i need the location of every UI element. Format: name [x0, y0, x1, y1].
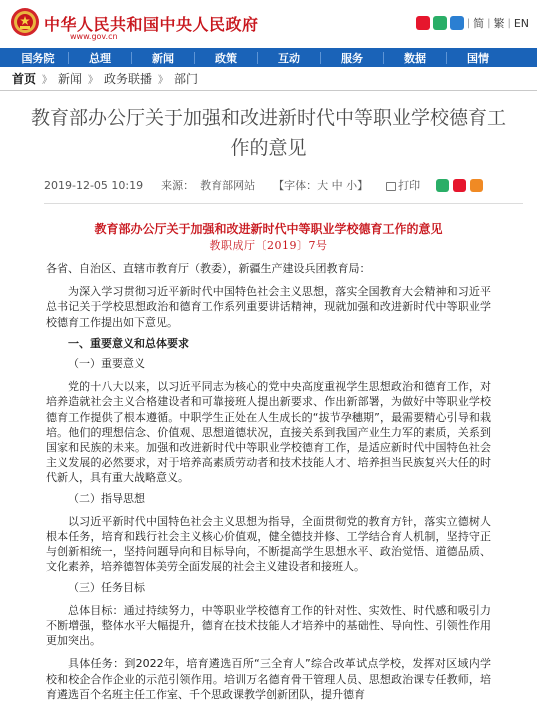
- nav-item-services[interactable]: 服务: [341, 51, 363, 65]
- share-bar: [436, 179, 483, 192]
- breadcrumb: [0, 67, 537, 90]
- paragraph: 为深入学习贯彻习近平新时代中国特色社会主义思想，落实全国教育大会精神和习近平总书记关于学校思想政治和德育工作系列重要讲话精神，现就加强和改进新时代中等职业学校德育工作提出如下意见。: [46, 285, 491, 329]
- separator: |: [487, 17, 491, 29]
- wechat-icon[interactable]: [433, 16, 447, 30]
- breadcrumb-government-affairs[interactable]: 政务联播: [104, 72, 153, 86]
- breadcrumb-home[interactable]: 首页: [12, 72, 37, 86]
- app-icon[interactable]: [450, 16, 464, 30]
- nav-item-news[interactable]: 新闻: [152, 51, 174, 65]
- paragraph: 总体目标：通过持续努力，中等职业学校德育工作的针对性、实效性、时代感和吸引力不断增强，整体水平大幅提升，德育在技术技能人才培养中的基础性、导向性、引领性作用更加突出。: [46, 603, 491, 648]
- national-emblem-icon[interactable]: [10, 7, 40, 37]
- article-body: [0, 261, 537, 702]
- font-size-control[interactable]: 【字体：大 中 小】: [273, 179, 369, 192]
- site-url: www.gov.cn: [70, 32, 118, 41]
- printer-icon: [386, 182, 396, 191]
- nav-item-premier[interactable]: 总理: [89, 51, 111, 65]
- main-nav: [0, 48, 537, 67]
- paragraph: 党的十八大以来，以习近平同志为核心的党中央高度重视学生思想政治和德育工作，对培养造就社会主义合格建设者和可靠接班人提出新要求、作出新部署，为做好中等职业学校德育工作提供了根本遵循。中职学生正处在人生成长的“拔节孕穗期”，最需要精心引导和栽培。他们的理想信念、价值观、思想道德状况，直接关系到我国产业生力军的素质，关系到国家和民族的未来。加强和改进新时代中等职业学校德育工作，是适应新时代中国特色社会主义发展的必然要求，对于培养高素质劳动者和技术技能人才、培养担当民族复兴大任的时代新人，具有重大战略意义。: [46, 380, 491, 485]
- subsection-heading: （二）指导思想: [68, 491, 145, 505]
- subsection-heading: （三）任务目标: [68, 580, 145, 594]
- breadcrumb-separator: 》: [88, 75, 99, 86]
- nav-item-data[interactable]: 数据: [404, 51, 426, 65]
- nav-item-policy[interactable]: 政策: [215, 51, 237, 65]
- header-tools: [416, 15, 529, 31]
- divider: [44, 203, 523, 204]
- breadcrumb-separator: 》: [158, 75, 169, 86]
- source-label: 来源：: [161, 179, 195, 192]
- document-addressee: 各省、自治区、直辖市教育厅（教委），新疆生产建设兵团教育局：: [46, 262, 371, 275]
- nav-item-state-council[interactable]: 国务院: [21, 51, 55, 65]
- more-share-icon[interactable]: [470, 179, 483, 192]
- page-title: 教育部办公厅关于加强和改进新时代中等职业学校德育工作的意见: [30, 107, 506, 159]
- publish-date: 2019-12-05 10:19: [44, 178, 144, 192]
- site-header: [0, 0, 537, 48]
- paragraph: 以习近平新时代中国特色社会主义思想为指导，全面贯彻党的教育方针，落实立德树人根本任务，培育和践行社会主义核心价值观，健全德技并修、工学结合育人机制，坚持守正与创新相统一，坚持问题导向和目标导向，不断提高学生思想水平、政治觉悟、道德品质、文化素养，培养德智体美劳全面发展的社会主义建设者和接班人。: [46, 514, 491, 574]
- breadcrumb-departments[interactable]: 部门: [174, 72, 199, 86]
- wechat-share-icon[interactable]: [436, 179, 449, 192]
- section-heading: 一、重要意义和总体要求: [68, 336, 189, 350]
- site-title[interactable]: 中华人民共和国中央人民政府: [44, 15, 259, 34]
- separator: |: [507, 17, 511, 29]
- weibo-share-icon[interactable]: [453, 179, 466, 192]
- breadcrumb-news[interactable]: 新闻: [58, 72, 83, 86]
- lang-traditional-link[interactable]: 繁: [493, 17, 505, 30]
- lang-simplified-link[interactable]: 简: [473, 17, 485, 30]
- print-button[interactable]: [386, 177, 420, 193]
- source-link[interactable]: 教育部网站: [200, 179, 256, 192]
- breadcrumb-separator: 》: [42, 75, 53, 86]
- nav-item-interaction[interactable]: 互动: [278, 51, 300, 65]
- paragraph: 具体任务：到2022年，培育遴选百所“三全育人”综合改革试点学校，发挥对区域内学校和校企合作企业的示范引领作用。培训万名德育骨干管理人员、思想政治课专任教师，培育遴选百个名班主任工作室、千个思政课教学创新团队，提升德育: [46, 657, 491, 701]
- print-label: 打印: [398, 179, 421, 192]
- article-meta: [44, 177, 521, 193]
- document-heading: 教育部办公厅关于加强和改进新时代中等职业学校德育工作的意见: [94, 222, 443, 236]
- subsection-heading: （一）重要意义: [68, 357, 145, 371]
- separator: |: [466, 17, 471, 29]
- weibo-icon[interactable]: [416, 16, 430, 30]
- lang-english-link[interactable]: EN: [513, 16, 529, 30]
- nav-item-national-conditions[interactable]: 国情: [467, 51, 489, 65]
- document-number: 教职成厅〔2019〕7号: [209, 239, 328, 252]
